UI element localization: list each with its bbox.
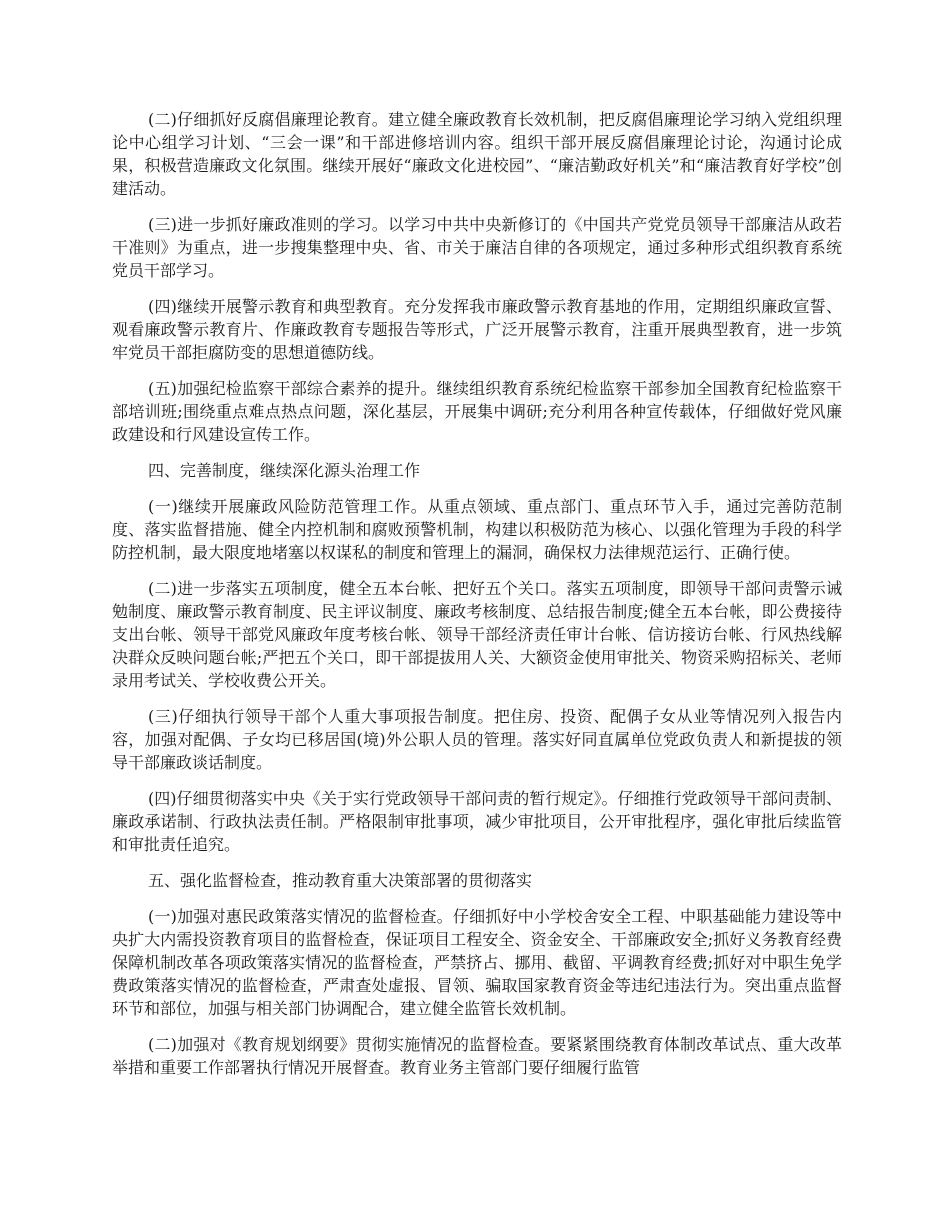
document-body <box>112 108 842 1092</box>
paragraph: (三)仔细执行领导干部个人重大事项报告制度。把住房、投资、配偶子女从业等情况列入报告内容，加强对配偶、子女均已移居国(境)外公职人员的管理。落实好同直属单位党政负责人和新提拔的领导干部廉政谈话制度。 <box>112 707 842 772</box>
paragraph: (二)加强对《教育规划纲要》贯彻实施情况的监督检查。要紧紧围绕教育体制改革试点、重大改革举措和重要工作部署执行情况开展督查。教育业务主管部门要仔细履行监管 <box>112 1035 842 1077</box>
paragraph: (一)继续开展廉政风险防范管理工作。从重点领域、重点部门、重点环节入手，通过完善防范制度、落实监督措施、健全内控机制和腐败预警机制，构建以积极防范为核心、以强化管理为手段的科学防控机制，最大限度地堵塞以权谋私的制度和管理上的漏洞，确保权力法律规范运行、正确行使。 <box>112 497 842 562</box>
paragraph: (一)加强对惠民政策落实情况的监督检查。仔细抓好中小学校舍安全工程、中职基础能力建设等中央扩大内需投资教育项目的监督检查，保证项目工程安全、资金安全、干部廉政安全;抓好义务教育经费保障机制改革各项政策落实情况的监督检查，严禁挤占、挪用、截留、平调教育经费;抓好对中职生免学费政策落实情况的监督检查，严肃查处虚报、冒领、骗取国家教育资金等违纪违法行为。突出重点监督环节和部位，加强与相关部门协调配合，建立健全监管长效机制。 <box>112 907 842 1018</box>
paragraph: (四)仔细贯彻落实中央《关于实行党政领导干部问责的暂行规定》。仔细推行党政领导干部问责制、廉政承诺制、行政执法责任制。严格限制审批事项，减少审批项目，公开审批程序，强化审批后续监管和审批责任追究。 <box>112 789 842 854</box>
paragraph: (二)仔细抓好反腐倡廉理论教育。建立健全廉政教育长效机制，把反腐倡廉理论学习纳入党组织理论中心组学习计划、“三会一课”和干部进修培训内容。组织干部开展反腐倡廉理论讨论，沟通讨论成果，积极营造廉政文化氛围。继续开展好“廉政文化进校园”、“廉洁勤政好机关”和“廉洁教育好学校”创建活动。 <box>112 110 842 198</box>
paragraph: (二)进一步落实五项制度，健全五本台帐、把好五个关口。落实五项制度，即领导干部问责警示诫勉制度、廉政警示教育制度、民主评议制度、廉政考核制度、总结报告制度;健全五本台帐，即公费接待支出台帐、领导干部党风廉政年度考核台帐、领导干部经济责任审计台帐、信访接访台帐、行风热线解决群众反映问题台帐;严把五个关口，即干部提拔用人关、大额资金使用审批关、物资采购招标关、老师录用考试关、学校收费公开关。 <box>112 579 842 690</box>
paragraph: (四)继续开展警示教育和典型教育。充分发挥我市廉政警示教育基地的作用，定期组织廉政宣誓、观看廉政警示教育片、作廉政教育专题报告等形式，广泛开展警示教育，注重开展典型教育，进一步筑牢党员干部拒腐防变的思想道德防线。 <box>112 297 842 362</box>
section-heading: 四、完善制度，继续深化源头治理工作 <box>148 461 421 480</box>
section-heading: 五、强化监督检查，推动教育重大决策部署的贯彻落实 <box>148 871 533 890</box>
paragraph: (三)进一步抓好廉政准则的学习。以学习中共中央新修订的《中国共产党党员领导干部廉洁从政若干准则》为重点，进一步搜集整理中央、省、市关于廉洁自律的各项规定，通过多种形式组织教育系统党员干部学习。 <box>112 215 842 280</box>
paragraph: (五)加强纪检监察干部综合素养的提升。继续组织教育系统纪检监察干部参加全国教育纪检监察干部培训班;围绕重点难点热点问题，深化基层，开展集中调研;充分利用各种宣传载体，仔细做好党风廉政建设和行风建设宣传工作。 <box>112 379 842 444</box>
